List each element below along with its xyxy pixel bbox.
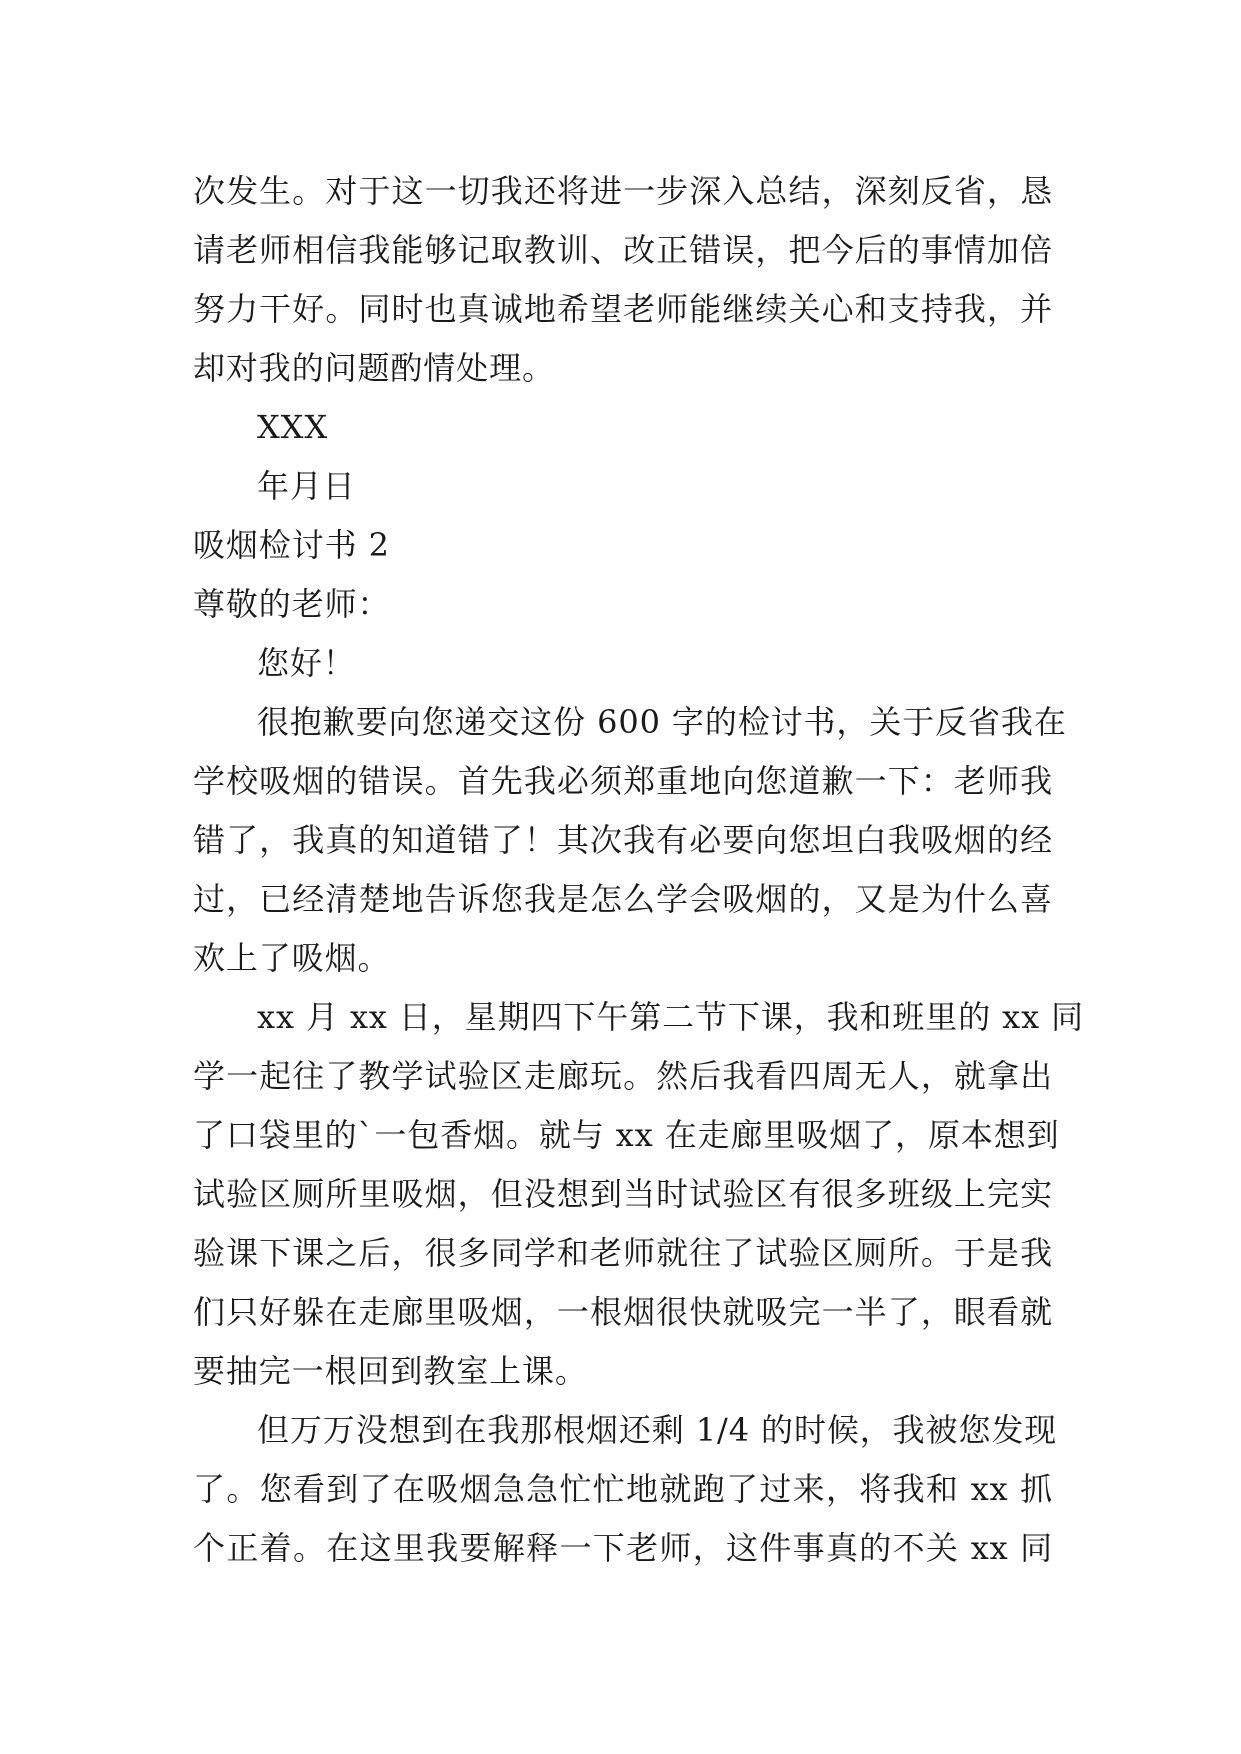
paragraph-line: 们只好躲在走廊里吸烟，一根烟很快就吸完一半了，眼看就	[193, 1293, 1053, 1331]
date-line: 年月日	[257, 467, 356, 505]
paragraph-line: 但万万没想到在我那根烟还剩 1/4 的时候，我被您发现	[257, 1411, 1058, 1449]
paragraph-line: 却对我的问题酌情处理。	[193, 349, 555, 387]
paragraph-line: 试验区厕所里吸烟，但没想到当时试验区有很多班级上完实	[193, 1175, 1053, 1213]
paragraph-line: 错了，我真的知道错了！其次我有必要向您坦白我吸烟的经	[193, 821, 1053, 859]
section-title: 吸烟检讨书 2	[193, 526, 390, 564]
paragraph-line: 要抽完一根回到教室上课。	[193, 1352, 588, 1390]
paragraph-line: 很抱歉要向您递交这份 600 字的检讨书，关于反省我在	[257, 703, 1067, 741]
paragraph-line: 努力干好。同时也真诚地希望老师能继续关心和支持我，并	[193, 290, 1053, 328]
paragraph-line: 次发生。对于这一切我还将进一步深入总结，深刻反省，恳	[193, 172, 1053, 210]
paragraph-line: 请老师相信我能够记取教训、改正错误，把今后的事情加倍	[193, 231, 1053, 269]
document-body	[193, 162, 1085, 1578]
paragraph-line: 学一起往了教学试验区走廊玩。然后我看四周无人，就拿出	[193, 1057, 1053, 1095]
paragraph-line: 了口袋里的`一包香烟。就与 xx 在走廊里吸烟了，原本想到	[193, 1116, 1060, 1154]
paragraph-line: 过，已经清楚地告诉您我是怎么学会吸烟的，又是为什么喜	[193, 880, 1053, 918]
salutation: 尊敬的老师：	[193, 585, 391, 623]
paragraph-apology	[193, 693, 1067, 988]
paragraph-discovery	[193, 1401, 1058, 1578]
paragraph-incident	[193, 988, 1085, 1401]
paragraph-continued	[193, 162, 1053, 398]
paragraph-line: 了。您看到了在吸烟急急忙忙地就跑了过来，将我和 xx 抓	[193, 1470, 1053, 1508]
paragraph-line: 欢上了吸烟。	[193, 939, 391, 977]
greeting: 您好！	[257, 644, 356, 682]
paragraph-line: xx 月 xx 日，星期四下午第二节下课，我和班里的 xx 同	[257, 998, 1085, 1036]
paragraph-line: 个正着。在这里我要解释一下老师，这件事真的不关 xx 同	[193, 1529, 1053, 1567]
paragraph-line: 验课下课之后，很多同学和老师就往了试验区厕所。于是我	[193, 1234, 1053, 1272]
paragraph-line: 学校吸烟的错误。首先我必须郑重地向您道歉一下：老师我	[193, 762, 1053, 800]
signature: XXX	[257, 408, 329, 446]
